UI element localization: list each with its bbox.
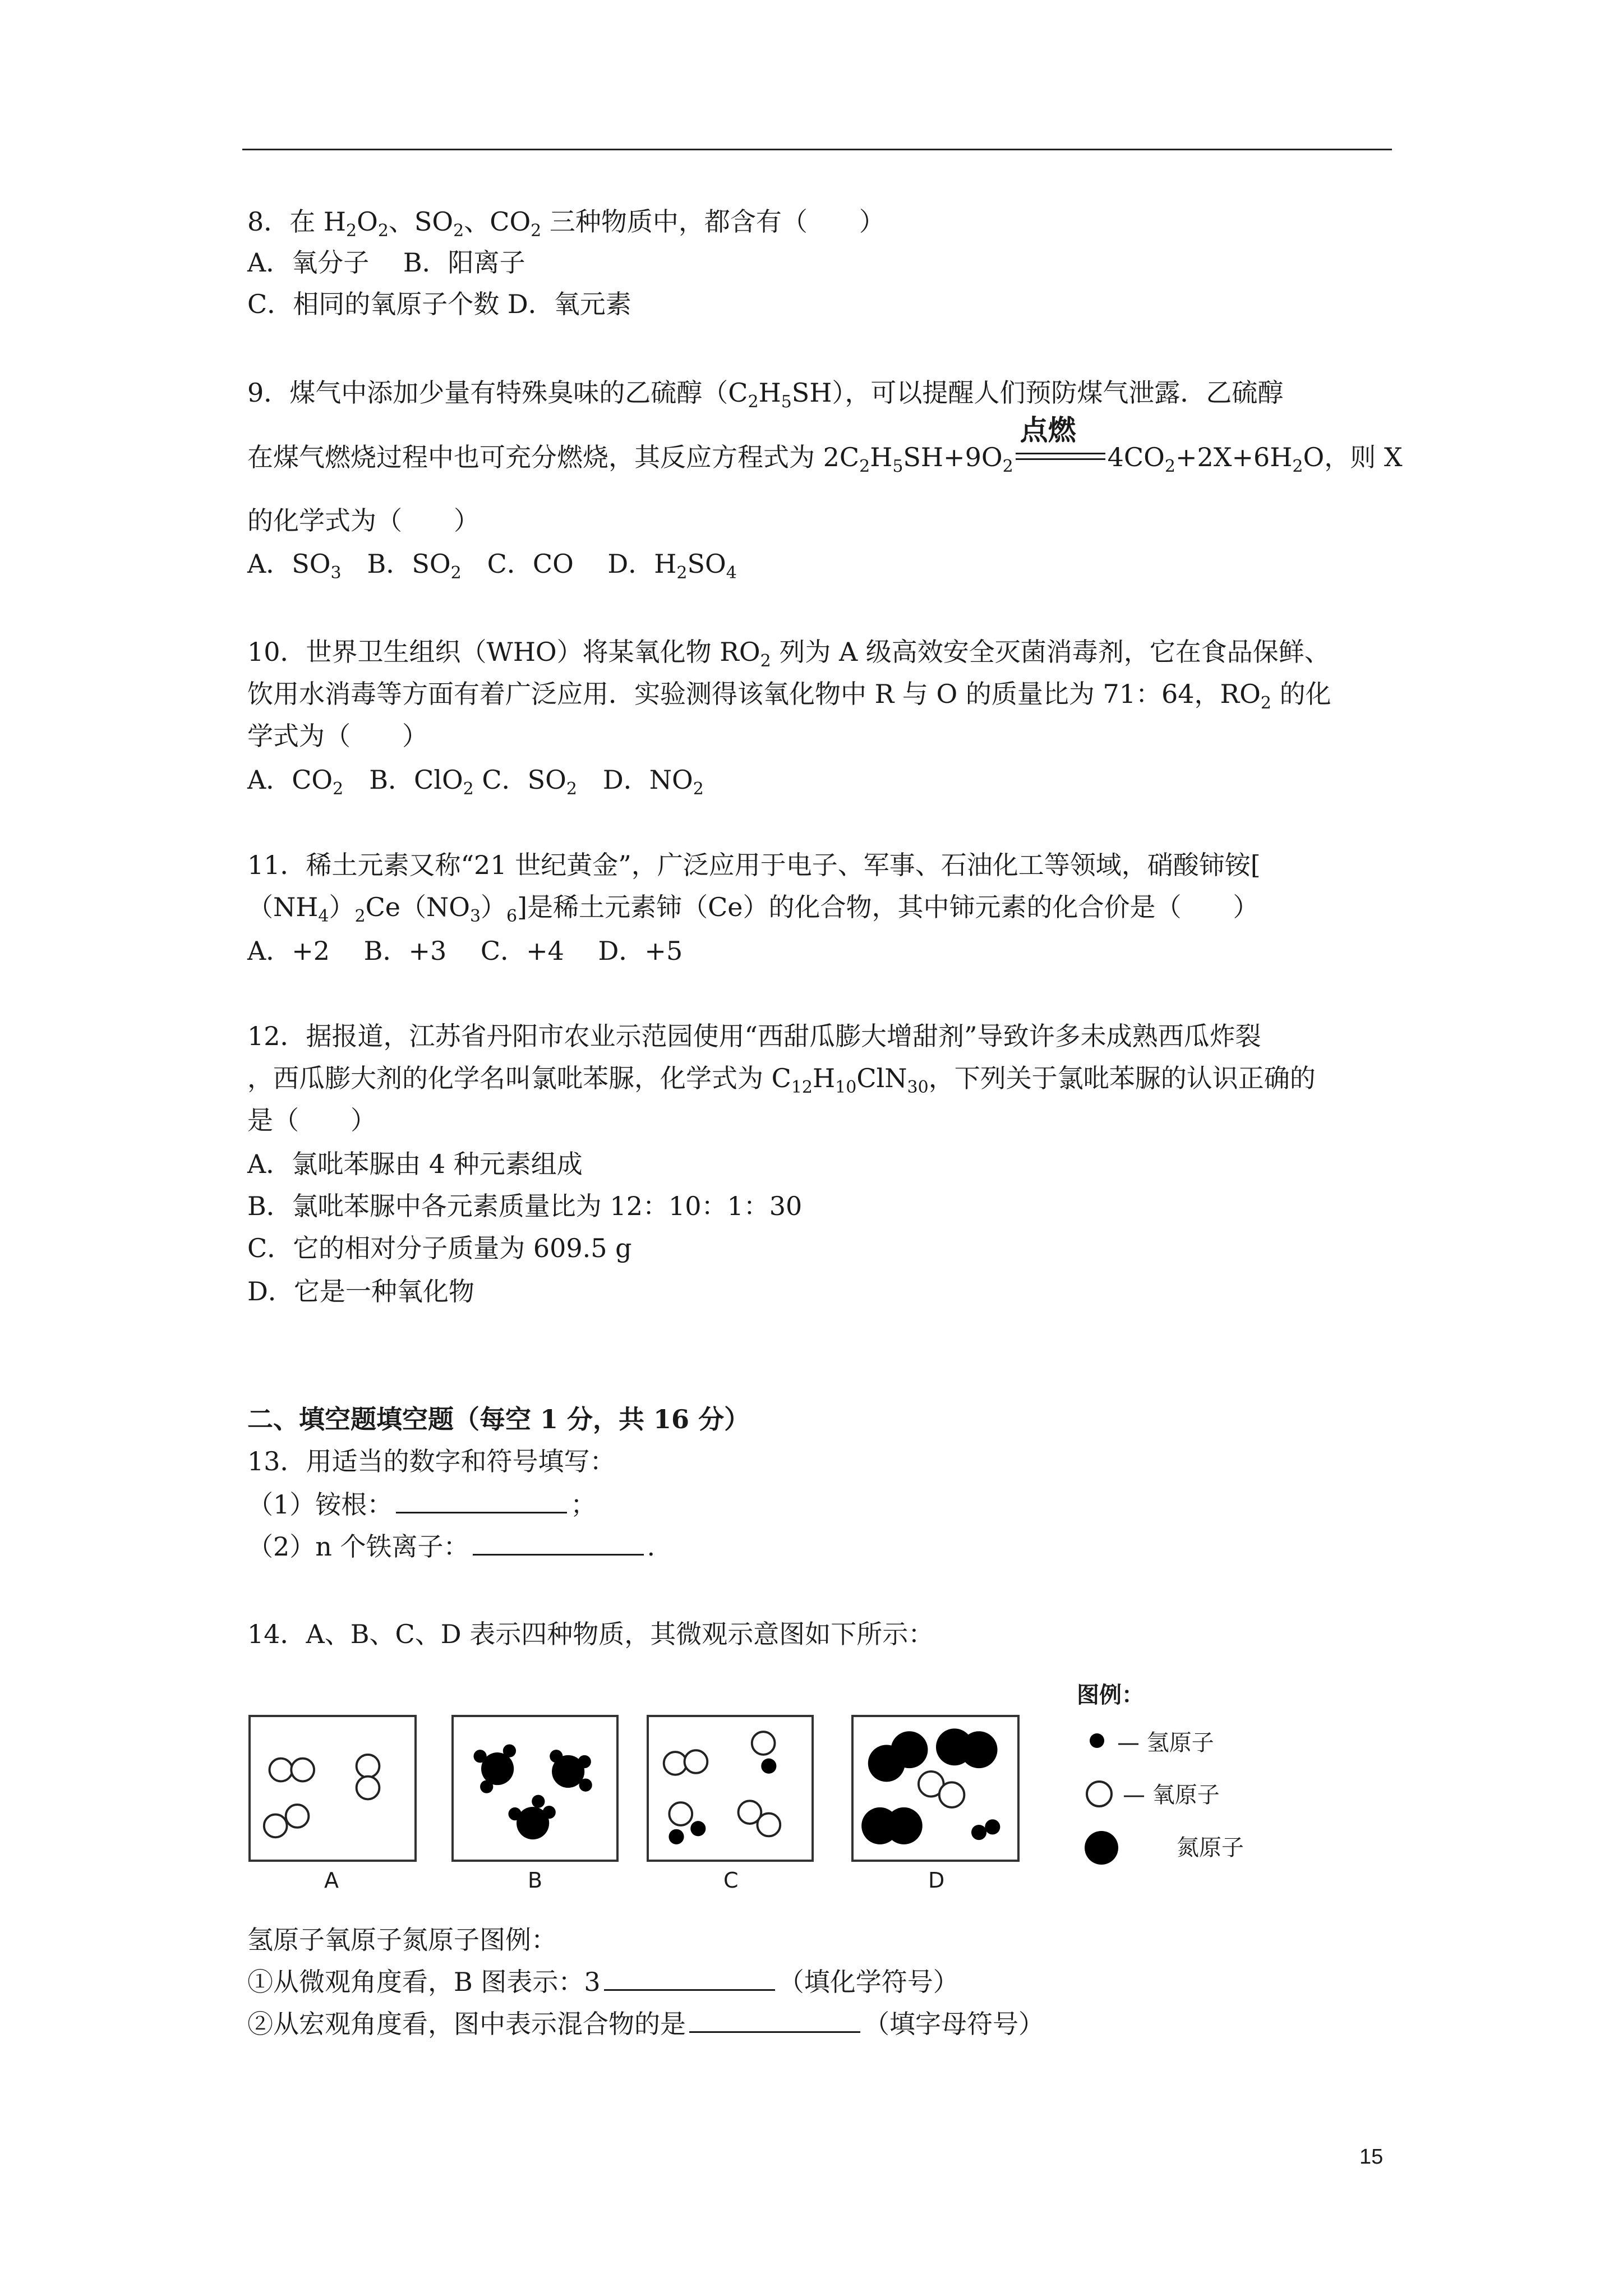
q12-line2: ，西瓜膨大剂的化学名叫氯吡苯脲，化学式为 $C_{12}H_{10}ClN_{30}$，下列关于氯吡苯脲的认识正确的 bbox=[247, 1063, 1316, 1097]
q8-options-cd: C．相同的氧原子个数 D．氧元素 bbox=[247, 289, 631, 319]
q12-line3: 是（ ） bbox=[247, 1105, 376, 1135]
q10-options: A．$CO_2$ B．ClO$_2$ C．$SO_2$ D．$NO_2$ bbox=[247, 765, 704, 799]
section-title: 二、填空题填空题（每空 1 分，共 16 分） bbox=[247, 1404, 750, 1434]
q11-line2: $(NH_4)_2Ce(NO_3)_6$]是稀土元素铈（Ce）的化合物，其中铈元素的化合价是（ ） bbox=[247, 892, 1259, 926]
diagram-box-d bbox=[851, 1715, 1020, 1862]
q12-option-d: D．它是一种氧化物 bbox=[247, 1276, 474, 1306]
q14-caption: 氢原子氧原子氮原子图例： bbox=[247, 1925, 557, 1955]
q12-line1: 12．据报道，江苏省丹阳市农业示范园使用“西甜瓜膨大增甜剂”导致许多未成熟西瓜炸裂 bbox=[247, 1021, 1261, 1051]
answer-blank[interactable] bbox=[604, 1967, 775, 1991]
box-label-c: C bbox=[723, 1868, 739, 1893]
legend-title: 图例： bbox=[1077, 1682, 1144, 1708]
reaction-condition: 点燃 bbox=[1020, 414, 1076, 447]
box-label-d: D bbox=[928, 1868, 945, 1893]
q9-line3: 的化学式为（ ） bbox=[247, 505, 479, 536]
q14-item2: ②从宏观角度看，图中表示混合物的是 （填字母符号） bbox=[247, 2009, 1044, 2039]
q13-stem: 13．用适当的数字和符号填写： bbox=[247, 1446, 616, 1476]
diagram-d-molecules bbox=[854, 1717, 1017, 1860]
q11-options: A．+2 B．+3 C．+4 D．+5 bbox=[247, 936, 683, 966]
q14-item1: ①从微观角度看，B 图表示：3 （填化学符号） bbox=[247, 1967, 959, 1997]
q8-stem: 8．在 $H_2O_2$、$SO_2$、$CO_2$ 三种物质中，都含有（ ） bbox=[247, 206, 885, 241]
q9-equation-line: 在煤气燃烧过程中也可充分燃烧，其反应方程式为 $2C_2H_5SH+9O_2$ 点燃 $4CO_2+2X+6H_2O$，则 X bbox=[247, 414, 1403, 476]
page-number: 15 bbox=[1359, 2145, 1384, 2169]
q8-options-ab: A．氧分子 B．阳离子 bbox=[247, 247, 525, 278]
legend-nitrogen: 氮原子 bbox=[1177, 1835, 1244, 1861]
answer-blank[interactable] bbox=[689, 2009, 860, 2033]
diagram-c-molecules bbox=[649, 1717, 811, 1860]
q13-item2: （2）n 个铁离子： . bbox=[247, 1531, 656, 1562]
header-rule bbox=[242, 149, 1392, 150]
q14-stem: 14．A、B、C、D 表示四种物质，其微观示意图如下所示： bbox=[247, 1619, 934, 1649]
q9-line1: 9．煤气中添加少量有特殊臭味的乙硫醇$(C_2H_5SH)$，可以提醒人们预防煤气泄露．乙硫醇 bbox=[247, 378, 1284, 412]
q10-line3: 学式为（ ） bbox=[247, 721, 428, 751]
box-label-b: B bbox=[528, 1868, 543, 1893]
diagram-box-a bbox=[248, 1715, 417, 1862]
box-label-a: A bbox=[324, 1868, 339, 1893]
legend-hydrogen: — 氢原子 bbox=[1117, 1730, 1214, 1756]
hydrogen-atom-icon bbox=[1086, 1729, 1108, 1752]
q10-line2: 饮用水消毒等方面有着广泛应用．实验测得该氧化物中 R 与 O 的质量比为 71：64，$RO_2$ 的化 bbox=[247, 679, 1331, 713]
q11-line1: 11．稀土元素又称“21 世纪黄金”，广泛应用于电子、军事、石油化工等领域，硝酸铈铵[ bbox=[247, 850, 1261, 880]
diagram-a-molecules bbox=[251, 1717, 414, 1860]
legend-oxygen: — 氧原子 bbox=[1123, 1782, 1220, 1808]
reaction-condition-arrow bbox=[1016, 414, 1105, 468]
diagram-box-c bbox=[647, 1715, 814, 1862]
oxygen-atom-icon bbox=[1083, 1778, 1115, 1810]
diagram-b-molecules bbox=[454, 1717, 616, 1860]
nitrogen-atom-icon bbox=[1083, 1830, 1119, 1866]
q12-option-b: B．氯吡苯脲中各元素质量比为 12：10：1：30 bbox=[247, 1191, 803, 1221]
diagram-box-b bbox=[451, 1715, 619, 1862]
answer-blank[interactable] bbox=[396, 1489, 567, 1513]
q9-options: A．$SO_3$ B．$SO_2$ C．CO D．$H_2SO_4$ bbox=[247, 549, 737, 583]
q10-line1: 10．世界卫生组织（WHO）将某氧化物 $RO_2$ 列为 A 级高效安全灭菌消毒剂，它在食品保鲜、 bbox=[247, 637, 1330, 671]
q13-item1: （1）铵根： ； bbox=[247, 1489, 597, 1520]
q12-option-c: C．它的相对分子质量为 609.5 g bbox=[247, 1233, 632, 1263]
q12-option-a: A．氯吡苯脲由 4 种元素组成 bbox=[247, 1149, 583, 1179]
answer-blank[interactable] bbox=[473, 1531, 644, 1556]
